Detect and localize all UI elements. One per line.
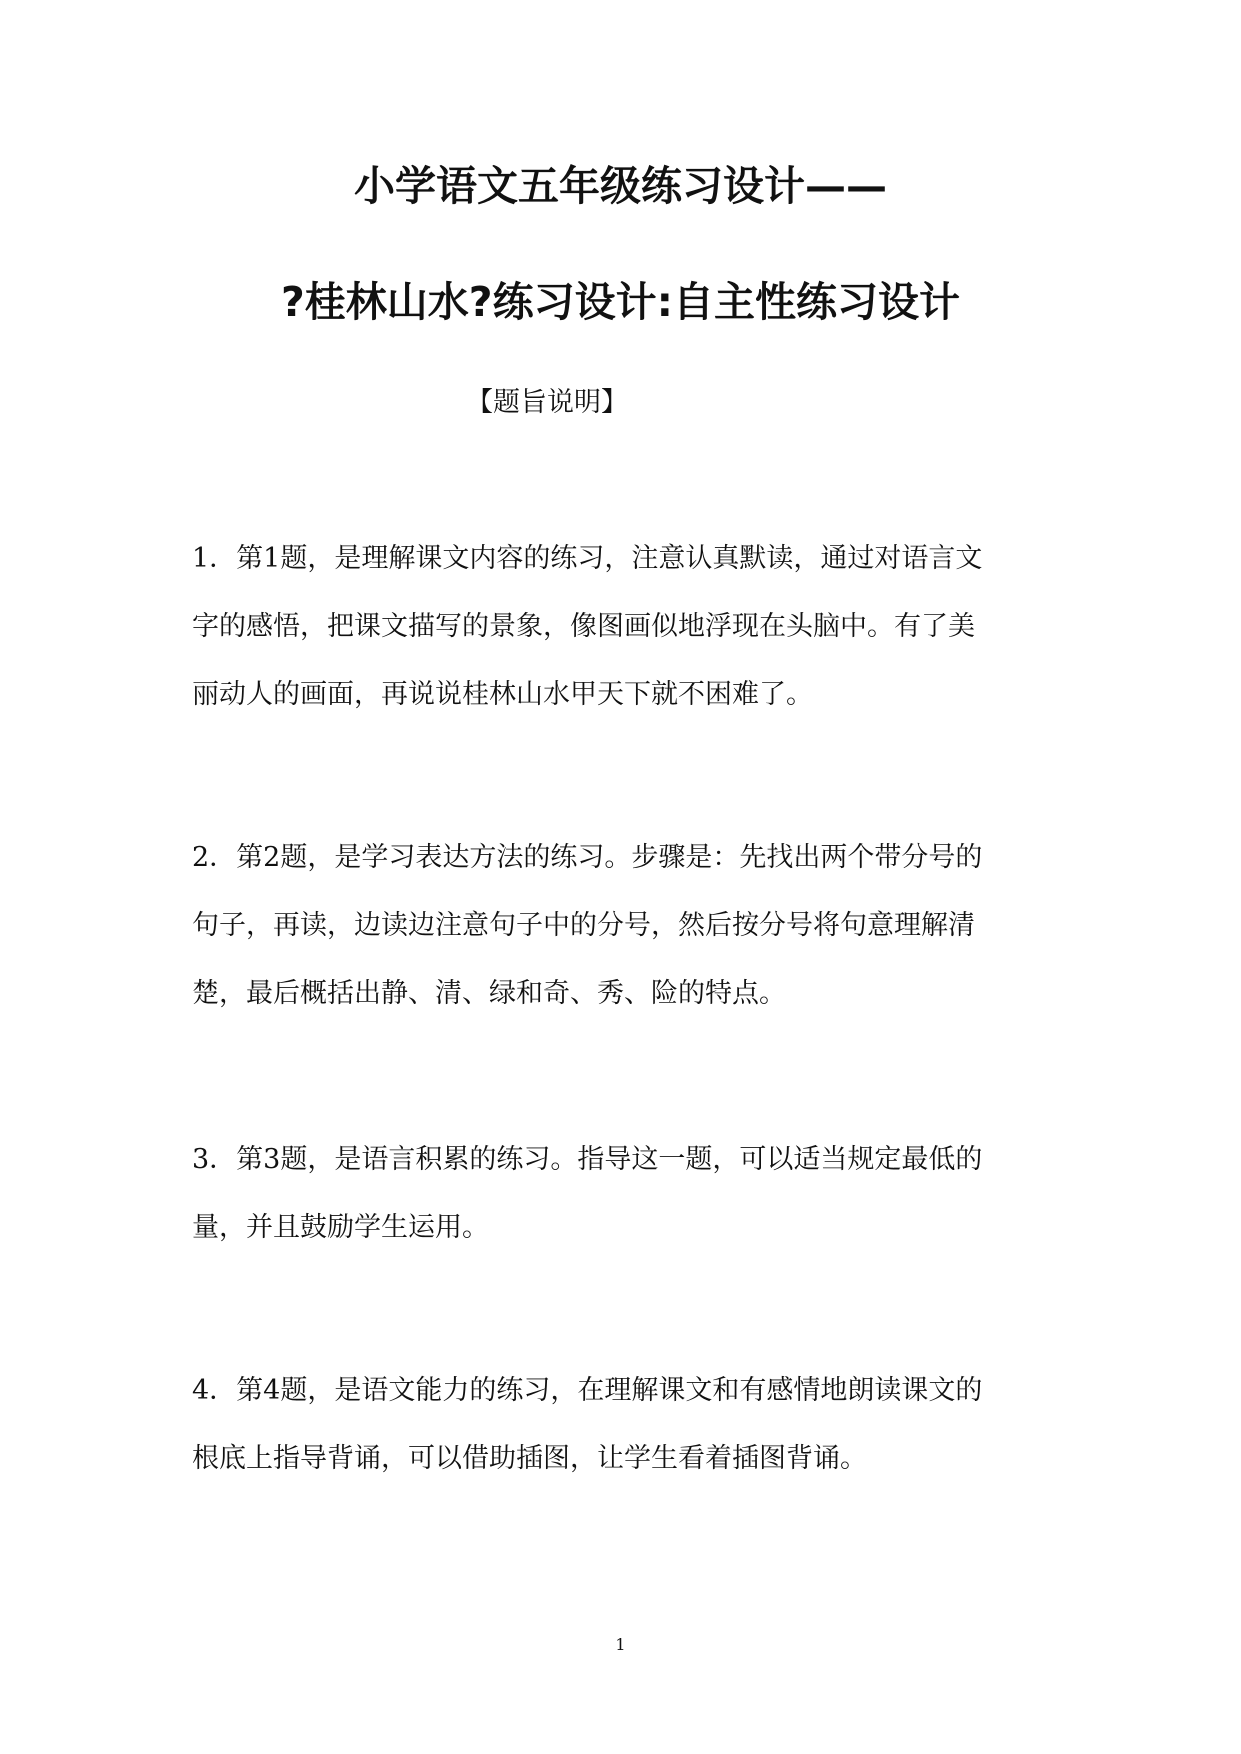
paragraph-line: 根底上指导背诵，可以借助插图，让学生看着插图背诵。 [192,1443,867,1474]
paragraph-line: 3．第3题，是语言积累的练习。指导这一题，可以适当规定最低的 [192,1144,983,1175]
document-title-line-2: ?桂林山水?练习设计:自主性练习设计 [281,278,960,326]
paragraph-line: 4．第4题，是语文能力的练习，在理解课文和有感情地朗读课文的 [192,1375,983,1406]
section-heading: 【题旨说明】 [466,387,628,418]
page-number: 1 [615,1635,626,1654]
paragraph-line: 量，并且鼓励学生运用。 [192,1212,489,1243]
document-title-line-1: 小学语文五年级练习设计—— [354,162,887,210]
paragraph-2 [192,824,1042,1028]
paragraph-line: 楚，最后概括出静、清、绿和奇、秀、险的特点。 [192,978,786,1009]
paragraph-4 [192,1357,1042,1493]
paragraph-line: 2．第2题，是学习表达方法的练习。步骤是：先找出两个带分号的 [192,842,983,873]
paragraph-line: 丽动人的画面，再说说桂林山水甲天下就不困难了。 [192,679,813,710]
paragraph-3 [192,1126,1042,1262]
paragraph-line: 句子，再读，边读边注意句子中的分号，然后按分号将句意理解清 [192,910,975,941]
paragraph-line: 字的感悟，把课文描写的景象，像图画似地浮现在头脑中。有了美 [192,611,975,642]
paragraph-1 [192,525,1042,729]
paragraph-line: 1．第1题，是理解课文内容的练习，注意认真默读，通过对语言文 [192,543,983,574]
